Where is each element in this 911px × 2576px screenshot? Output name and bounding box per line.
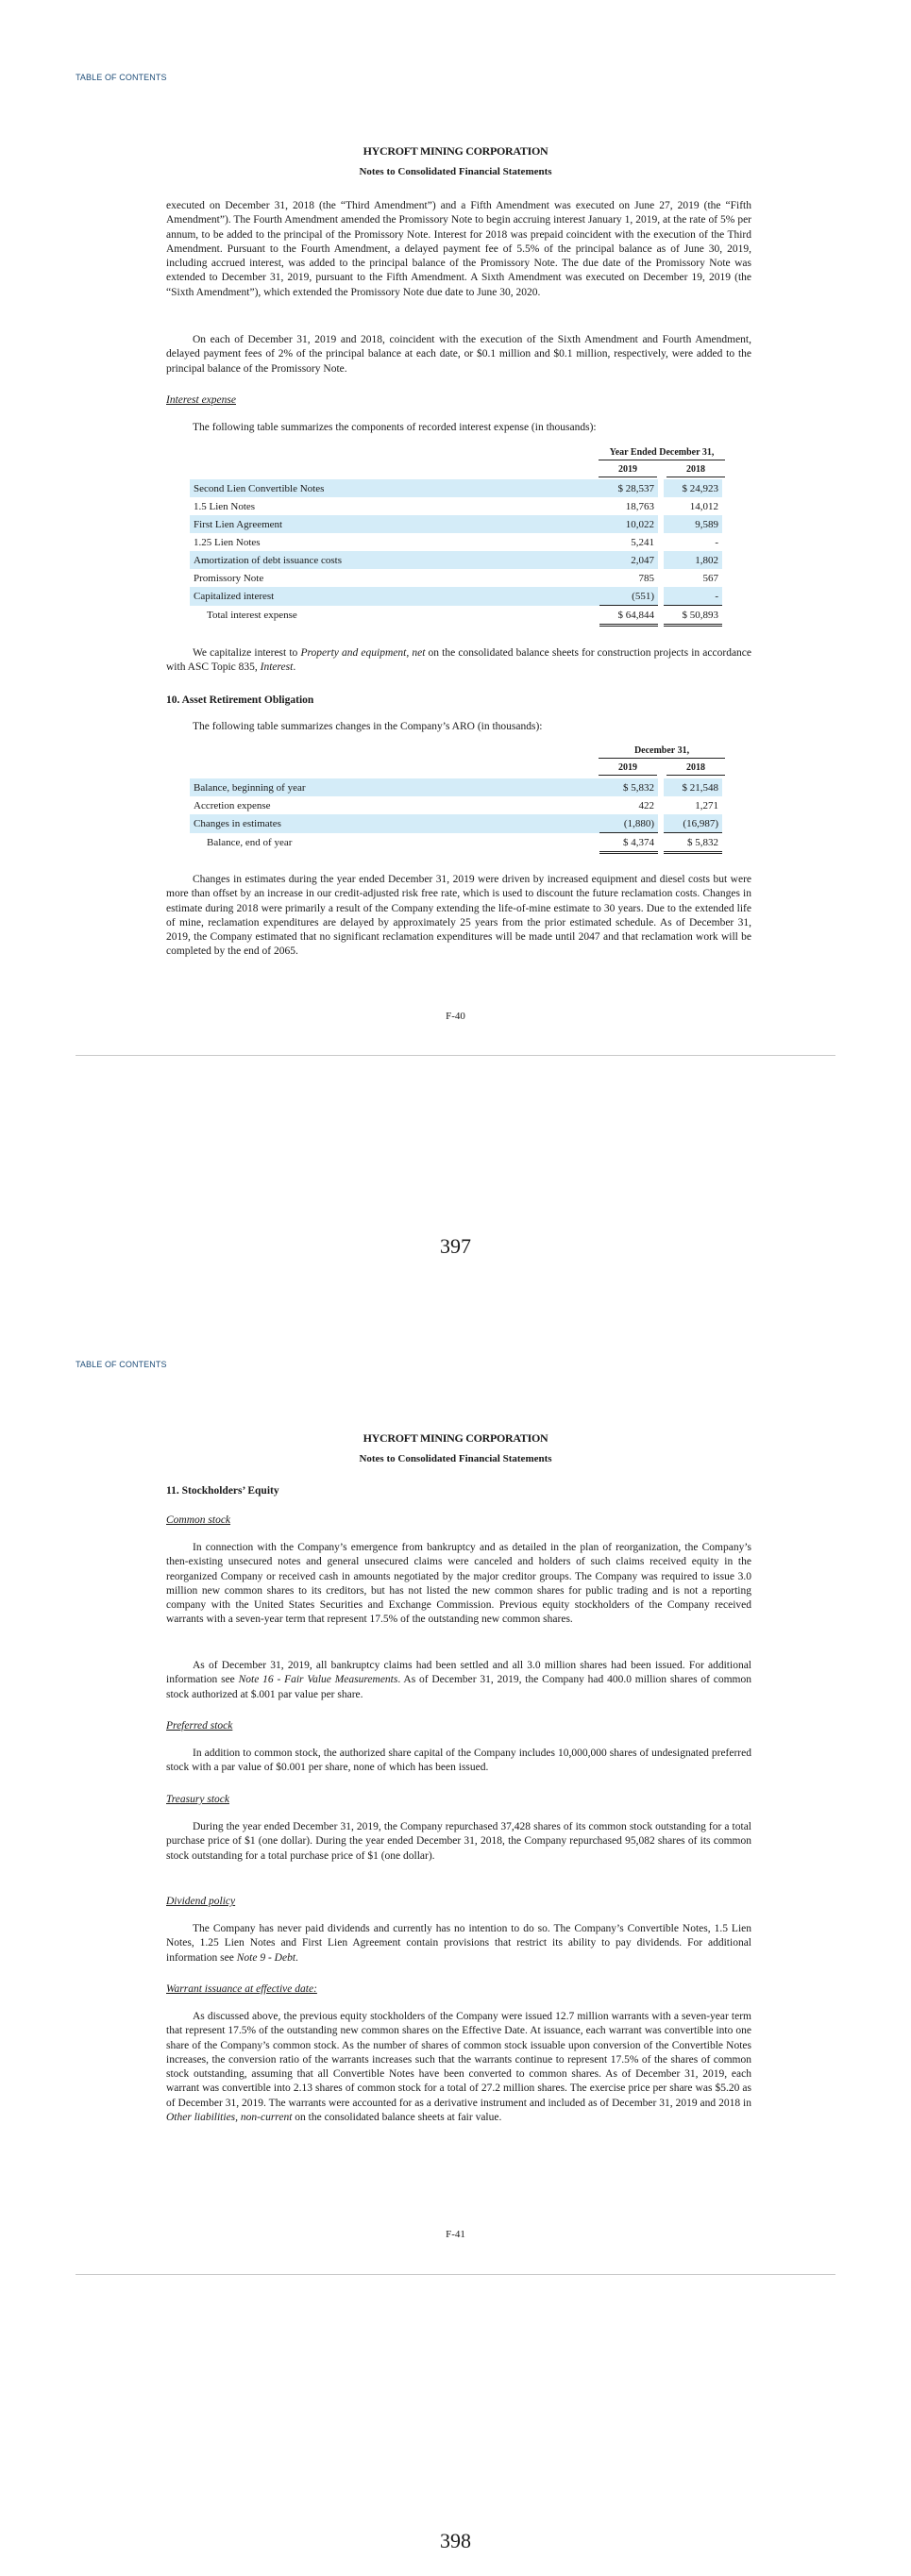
dividend-policy-heading: Dividend policy [166, 1896, 236, 1907]
value-2019: (551) [599, 587, 658, 606]
corporation-name: HYCROFT MINING CORPORATION [363, 1431, 548, 1445]
delayed-fees-paragraph: On each of December 31, 2019 and 2018, coincident with the execution of the Sixth Amendment and Fourth Amendment, delayed payment fees of 2% of the principal balance at each date, or $0.1 million and $0.1 million, respectively, were added to the principal balance of the Promissory Note. [166, 334, 751, 375]
row-label: Second Lien Convertible Notes [190, 479, 599, 497]
capitalize-interest-paragraph: We capitalize interest to Property and equipment, net on the consolidated balance sheets for construction projects in accordance with ASC Topic 835, Interest. [166, 647, 752, 674]
value-2019: 10,022 [599, 515, 658, 533]
value-2019: 5,241 [631, 536, 654, 548]
interest-table-row [190, 533, 722, 551]
row-label: Balance, beginning of year [190, 778, 599, 796]
value-2019: 422 [638, 799, 654, 811]
interest-table-row [190, 497, 722, 515]
warrant-issuance-paragraph: As discussed above, the previous equity stockholders of the Company were issued 12.7 million warrants with a seven-year term that represent 17.5% of the outstanding new common shares on the Effective Date. At issuance, each warrant was convertible into one share of the Company’s common stock. As the number of shares of common stock issuable upon conversion of the Convertible Notes increases, the conversion ratio of the warrants increases such that the warrants continue to represent 17.5% of the shares of common stock outstanding, assuming that all Convertible Notes have been converted to common shares. As of December 31, 2019, each warrant was convertible into 2.13 shares of common stock for a total of 27.2 million shares. The exercise price per share was $5.20 as of December 31, 2019. The warrants were accounted for as a derivative instrument and included as of December 31, 2019 and 2018 in Other liabilities, non-current on the consolidated balance sheets at fair value. [166, 2011, 751, 2124]
page-divider [76, 1055, 835, 1056]
notes-title: Notes to Consolidated Financial Statements [359, 166, 552, 177]
page-number-397: 397 [440, 1234, 471, 1258]
value-2018: 1,271 [695, 799, 718, 811]
row-label: Changes in estimates [190, 814, 599, 833]
value-2018: 1,802 [664, 551, 722, 569]
preferred-stock-paragraph: In addition to common stock, the authorized share capital of the Company includes 10,000,000 shares of undesignated preferred stock with a par value of $0.001 per share, none of which has been issued. [166, 1748, 751, 1774]
table-of-contents-link[interactable]: TABLE OF CONTENTS [76, 1360, 167, 1369]
treasury-stock-heading: Treasury stock [166, 1794, 229, 1805]
total-label: Total interest expense [207, 610, 297, 621]
aro-table-intro: The following table summarizes changes in the Company’s ARO (in thousands): [193, 721, 543, 732]
total-2018: $ 5,832 [664, 833, 722, 853]
interest-expense-table [190, 479, 722, 627]
preferred-stock-heading: Preferred stock [166, 1720, 233, 1731]
value-2019: (1,880) [599, 814, 658, 833]
aro-col-2018: 2018 [686, 762, 705, 773]
interest-col-2018: 2018 [686, 464, 705, 475]
interest-table-period-header: Year Ended December 31, [609, 447, 715, 458]
common-stock-paragraph-2: As of December 31, 2019, all bankruptcy claims had been settled and all 3.0 million shares had been issued. For additional information see Note 16 - Fair Value Measurements. As of December 31, 2019, the Company had 400.0 million shares of common stock authorized at $.001 par value per share. [166, 1660, 751, 1700]
treasury-stock-paragraph: During the year ended December 31, 2019, the Company repurchased 37,428 shares of its common stock outstanding for a total purchase price of $1 (one dollar). During the year ended December 31, 2018, the Company repurchased 95,082 shares of its common stock outstanding for a total purchase price of $1 (one dollar). [166, 1821, 751, 1862]
aro-table-row [190, 814, 722, 833]
row-label: 1.25 Lien Notes [194, 536, 261, 548]
interest-table-total-row [190, 606, 722, 626]
page-footer-f41: F-41 [446, 2229, 465, 2240]
interest-table-row [190, 587, 722, 606]
value-2019: 18,763 [625, 500, 654, 512]
value-2019: 785 [638, 572, 654, 584]
aro-col-2019: 2019 [618, 762, 637, 773]
dividend-policy-paragraph: The Company has never paid dividends and currently has no intention to do so. The Company’s Convertible Notes, 1.5 Lien Notes, 1.25 Lien Notes and First Lien Agreement contain provisions that restrict its ability to pay dividends. For additional information see Note 9 - Debt. [166, 1923, 751, 1964]
aro-table-row [190, 796, 722, 814]
row-label: Capitalized interest [190, 587, 599, 606]
corporation-name: HYCROFT MINING CORPORATION [363, 144, 548, 158]
row-label: Amortization of debt issuance costs [190, 551, 599, 569]
interest-col-2019: 2019 [618, 464, 637, 475]
value-2018: (16,987) [664, 814, 722, 833]
value-2018: - [715, 536, 718, 548]
value-2019: $ 28,537 [599, 479, 658, 497]
row-label: First Lien Agreement [190, 515, 599, 533]
interest-expense-heading: Interest expense [166, 394, 236, 406]
value-2019: 2,047 [599, 551, 658, 569]
total-label: Balance, end of year [207, 837, 293, 848]
aro-table [190, 778, 722, 854]
aro-heading: 10. Asset Retirement Obligation [166, 694, 314, 706]
table-of-contents-link[interactable]: TABLE OF CONTENTS [76, 73, 167, 82]
value-2018: $ 21,548 [664, 778, 722, 796]
notes-title: Notes to Consolidated Financial Statements [359, 1453, 552, 1464]
promissory-note-paragraph: executed on December 31, 2018 (the “Third Amendment”) and a Fifth Amendment was executed on June 27, 2019 (the “Fifth Amendment”). The Fourth Amendment amended the Promissory Note to begin accruing interest January 1, 2019, at the rate of 5% per annum, to be added to the principal of the Promissory Note. Interest for 2018 was prepaid coincident with the execution of the Third Amendment. Pursuant to the Fourth Amendment, a delayed payment fee of 5.5% of the principal balance as of June 30, 2019, including accrued interest, was added to the principal balance of the Promissory Note. The due date of the Promissory Note was extended to December 31, 2019, pursuant to the Fifth Amendment. A Sixth Amendment was executed on December 19, 2019 (the “Sixth Amendment”), which extended the Promissory Note due date to June 30, 2020. [166, 200, 751, 298]
interest-table-row [190, 569, 722, 587]
value-2018: 567 [702, 572, 718, 584]
total-2019: $ 64,844 [599, 606, 658, 626]
value-2018: 14,012 [689, 500, 718, 512]
aro-table-total-row [190, 833, 722, 853]
value-2018: - [664, 587, 722, 606]
interest-table-intro: The following table summarizes the components of recorded interest expense (in thousands): [193, 422, 597, 433]
common-stock-heading: Common stock [166, 1514, 231, 1526]
row-label: Promissory Note [194, 572, 264, 584]
value-2018: 9,589 [664, 515, 722, 533]
page-number-398: 398 [440, 2529, 471, 2552]
value-2018: $ 24,923 [664, 479, 722, 497]
row-label: Accretion expense [194, 799, 271, 811]
interest-table-row [190, 551, 722, 569]
page-footer-f40: F-40 [446, 1011, 465, 1022]
value-2019: $ 5,832 [599, 778, 658, 796]
aro-table-period-header: December 31, [633, 745, 690, 756]
stockholders-equity-heading: 11. Stockholders’ Equity [166, 1485, 279, 1497]
aro-table-row [190, 778, 722, 796]
interest-table-row [190, 515, 722, 533]
page-divider [76, 2274, 835, 2275]
total-2018: $ 50,893 [664, 606, 722, 626]
row-label: 1.5 Lien Notes [194, 500, 256, 512]
aro-estimates-paragraph: Changes in estimates during the year ended December 31, 2019 were driven by increased equipment and diesel costs but were more than offset by an increase in our credit-adjusted risk free rate, which is used to discount the future reclamation costs. Changes in estimate during 2018 were primarily a result of the Company extending the life-of-mine estimate to 30 years. Due to the extended life of mine, reclamation expenditures are delayed by approximately 25 years from the prior estimated schedule. As of December 31, 2019, the Company estimated that no significant reclamation expenditures will be made until 2047 and that reclamation work will be completed by the end of 2065. [166, 874, 751, 958]
interest-table-row [190, 479, 722, 497]
warrant-issuance-heading: Warrant issuance at effective date: [166, 1983, 317, 1995]
total-2019: $ 4,374 [599, 833, 658, 853]
common-stock-paragraph-1: In connection with the Company’s emergence from bankruptcy and as detailed in the plan of reorganization, the Company’s then-existing unsecured notes and general unsecured claims were canceled and holders of such claims received equity in the reorganized Company or received cash in amounts negotiated by the major creditor groups. The Company was required to issue 3.0 million new common shares to its creditors, but has not listed the new common shares for public trading and is not a reporting company with the United States Securities and Exchange Commission. Previous equity stockholders of the Company received warrants with a seven-year term that represent 17.5% of the outstanding new common shares. [166, 1542, 751, 1626]
